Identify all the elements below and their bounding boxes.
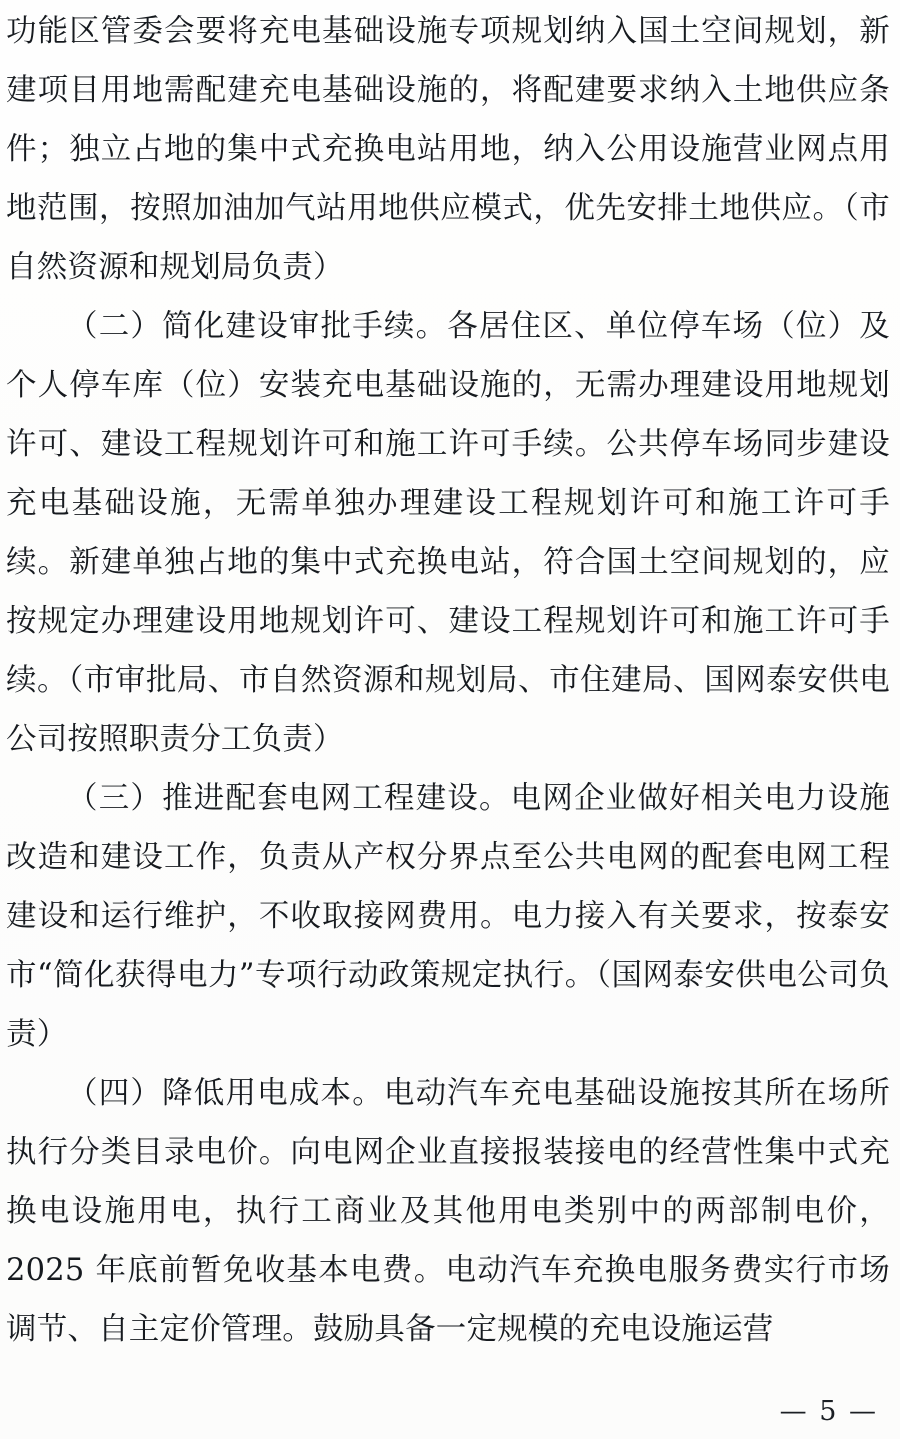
paragraph-item-3: （三）推进配套电网工程建设。电网企业做好相关电力设施改造和建设工作，负责从产权分界点至公共电网的配套电网工程建设和运行维护，不收取接网费用。电力接入有关要求，按泰安市“简化获得电力”专项行动政策规定执行。（国网泰安供电公司负责）	[6, 781, 890, 1052]
page-number: — 5 —	[779, 1396, 878, 1427]
paragraph-continued: 功能区管委会要将充电基础设施专项规划纳入国土空间规划，新建项目用地需配建充电基础设施的，将配建要求纳入土地供应条件；独立占地的集中式充换电站用地，纳入公用设施营业网点用地范围，按照加油加气站用地供应模式，优先安排土地供应。（市自然资源和规划局负责）	[6, 14, 890, 285]
paragraph-item-2: （二）简化建设审批手续。各居住区、单位停车场（位）及个人停车库（位）安装充电基础设施的，无需办理建设用地规划许可、建设工程规划许可和施工许可手续。公共停车场同步建设充电基础设施，无需单独办理建设工程规划许可和施工许可手续。新建单独占地的集中式充换电站，符合国土空间规划的，应按规定办理建设用地规划许可、建设工程规划许可和施工许可手续。（市审批局、市自然资源和规划局、市住建局、国网泰安供电公司按照职责分工负责）	[6, 309, 890, 757]
paragraph-item-4: （四）降低用电成本。电动汽车充电基础设施按其所在场所执行分类目录电价。向电网企业直接报装接电的经营性集中式充换电设施用电，执行工商业及其他用电类别中的两部制电价，2025 年底前暂免收基本电费。电动汽车充换电服务费实行市场调节、自主定价管理。鼓励具备一定规模的充电设施运营	[6, 1076, 890, 1347]
document-body	[6, 2, 890, 1359]
